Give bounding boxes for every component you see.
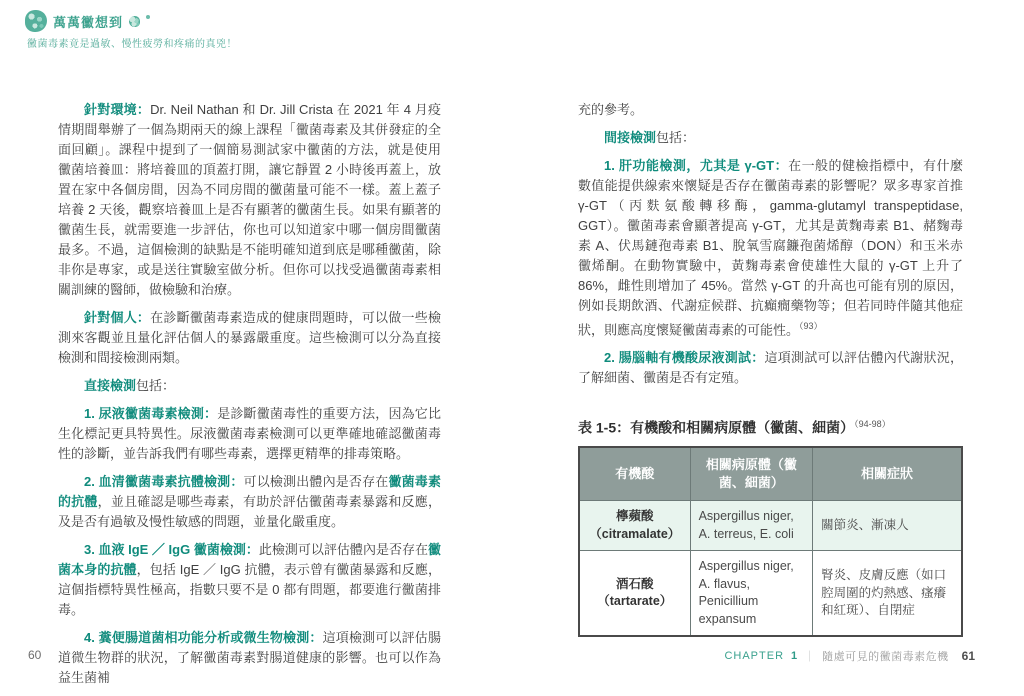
paragraph (578, 100, 963, 120)
table-row (579, 501, 962, 551)
table-row (579, 551, 962, 637)
text-segment: ，包括 IgE ／ IgG 抗體，表示曾有黴菌暴露和反應，這個指標特異性極高，指數只要不是 0 都有問題，都要進行黴菌排毒。 (58, 562, 441, 617)
text-segment: 1. 肝功能檢測，尤其是 γ-GT： (604, 158, 789, 173)
table-title-text: 表 1-5：有機酸和相關病原體（黴菌、細菌） (578, 419, 855, 436)
paragraph (578, 348, 963, 388)
paragraph (578, 128, 963, 148)
text-segment: 黴菌本身的抗體 (58, 542, 441, 577)
right-page-body (578, 100, 963, 637)
text-segment: 1. 尿液黴菌毒素檢測： (84, 406, 218, 421)
book-subtitle: 黴菌毒素竟是過敏、慢性疲勞和疼痛的真兇！ (27, 39, 237, 50)
text-segment: 這項測試可以評估體內代謝狀況，了解細菌、黴菌是否有定殖。 (578, 350, 963, 386)
right-page-paragraphs (578, 100, 963, 388)
text-segment: 4. 糞便腸道菌相功能分析或微生物檢測： (84, 630, 323, 645)
table-cell: 檸蘋酸 （citramalate） (579, 501, 690, 551)
spore-dot-icon (146, 15, 150, 19)
table-header-cell: 相關病原體（黴菌、細菌） (690, 447, 813, 501)
paragraph (578, 156, 963, 340)
table-cell: 關節炎、漸凍人 (813, 501, 962, 551)
text-segment: 間接檢測 (604, 130, 657, 145)
text-segment: 充的參考。 (578, 102, 644, 117)
paragraph (58, 472, 441, 532)
table-cell: Aspergillus niger, A. flavus, Penicillium expansum (690, 551, 813, 637)
paragraph (58, 308, 441, 368)
text-segment: 直接檢測 (84, 378, 137, 393)
text-segment: 可以檢測出體內是否存在 (243, 474, 389, 489)
table-title (578, 414, 963, 438)
table-cell: 酒石酸 （tartarate） (579, 551, 690, 637)
table-cell: 腎炎、皮膚反應（如口腔周圍的灼熱感、瘙癢和紅斑）、自閉症 (813, 551, 962, 637)
footer-divider: ｜ (804, 651, 816, 663)
text-segment: 包括： (656, 130, 696, 145)
page-number-right: 61 (961, 649, 975, 663)
paragraph (58, 404, 441, 464)
text-segment: 包括： (136, 378, 176, 393)
table-header-cell: 相關症狀 (813, 447, 962, 501)
footer-right (724, 648, 975, 664)
text-segment: Dr. Neil Nathan 和 Dr. Jill Crista 在 2021 年 4 月疫情期間舉辦了一個為期兩天的線上課程「黴菌毒素及其併發症的全面回顧」。課程中提到了一個簡易測試家中黴菌的方法，就是使用黴菌培養皿：將培養皿的頂蓋打開，讓它靜置 2 小時後再蓋上，放置在家中各個房間，因為不同房間的黴菌量可能不一樣。蓋上蓋子培養 2 天後，觀察培養皿上是否有顯著的黴菌生長。如果有顯著的黴菌生長，就需要進一步評估，你也可以知道家中哪一個房間黴菌最多。不過，這個檢測的缺點是不能明確知道到底是哪種黴菌，除非你是專家，或是送往實驗室做分析。但你可以找受過黴菌毒素相關訓練的醫師，做檢驗和治療。 (58, 102, 441, 297)
paragraph (58, 540, 441, 620)
organic-acid-table (578, 446, 963, 637)
left-page-body (58, 100, 441, 696)
text-segment: （93） (799, 321, 823, 331)
book-title: 萬萬黴想到 (53, 14, 124, 30)
text-segment: 3. 血液 IgE ／ IgG 黴菌檢測： (84, 542, 259, 557)
text-segment: 是診斷黴菌毒性的重要方法，因為它比生化標記更具特異性。尿液黴菌毒素檢測可以更準確地確認黴菌毒性的診斷，並告訴我們有哪些毒素，選擇更精準的排毒策略。 (58, 406, 441, 461)
paragraph (58, 376, 441, 396)
chapter-word: CHAPTER (724, 650, 785, 662)
text-segment: 此檢測可以評估體內是否存在 (258, 542, 428, 557)
mold-icon (25, 10, 47, 32)
text-segment: 針對個人： (84, 310, 151, 325)
mold-icon-small (129, 16, 140, 27)
text-segment: 在一般的健檢指標中，有什麼數值能提供線索來懷疑是否存在黴菌毒素的影響呢？眾多專家首推 γ-GT（丙麩氨酸轉移酶，gamma-glutamyl transpeptidase, GGT）。黴菌毒素會顯著提高 γ-GT，尤其是黃麴毒素 B1、赭麴毒素 A、伏馬鏈孢毒素 B1、脫氧雪腐鐮孢菌烯醇（DON）和玉米赤黴烯酮。在動物實驗中，黃麴毒素會使雄性大鼠的 γ-GT 上升了 86%，雌性則增加了 45%。當然 γ-GT 的升高也可能有別的原因，例如長期飲酒、代謝症候群、抗癲癇藥物等；但若同時伴隨其他症狀，則應高度懷疑黴菌毒素的可能性。 (578, 158, 963, 338)
text-segment: 黴菌毒素的抗體 (58, 474, 441, 509)
chapter-number: 1 (791, 650, 798, 662)
paragraph (58, 100, 441, 300)
text-segment: 在診斷黴菌毒素造成的健康問題時，可以做一些檢測來客觀並且量化評估個人的暴露嚴重度。這些檢測可以分為直接檢測和間接檢測兩類。 (58, 310, 441, 365)
text-segment: 2. 腸腦軸有機酸尿液測試： (604, 350, 765, 366)
table-cell: Aspergillus niger, A. terreus, E. coli (690, 501, 813, 551)
text-segment: 2. 血清黴菌毒素抗體檢測： (84, 474, 244, 489)
text-segment: ，並且確認是哪些毒素，有助於評估黴菌毒素暴露和反應，及是否有過敏及慢性敏感的問題，並量化嚴重度。 (58, 494, 441, 529)
page-number-left: 60 (28, 648, 42, 662)
table-title-citation: （94-98） (854, 419, 891, 430)
paragraph (58, 628, 441, 688)
text-segment: 針對環境： (84, 102, 151, 117)
text-segment: 這項檢測可以評估腸道微生物群的狀況，了解黴菌毒素對腸道健康的影響。也可以作為益生菌補 (58, 630, 441, 685)
chapter-title: 隨處可見的黴菌毒素危機 (822, 651, 949, 663)
table-header-cell: 有機酸 (579, 447, 690, 501)
book-brand (25, 10, 237, 50)
